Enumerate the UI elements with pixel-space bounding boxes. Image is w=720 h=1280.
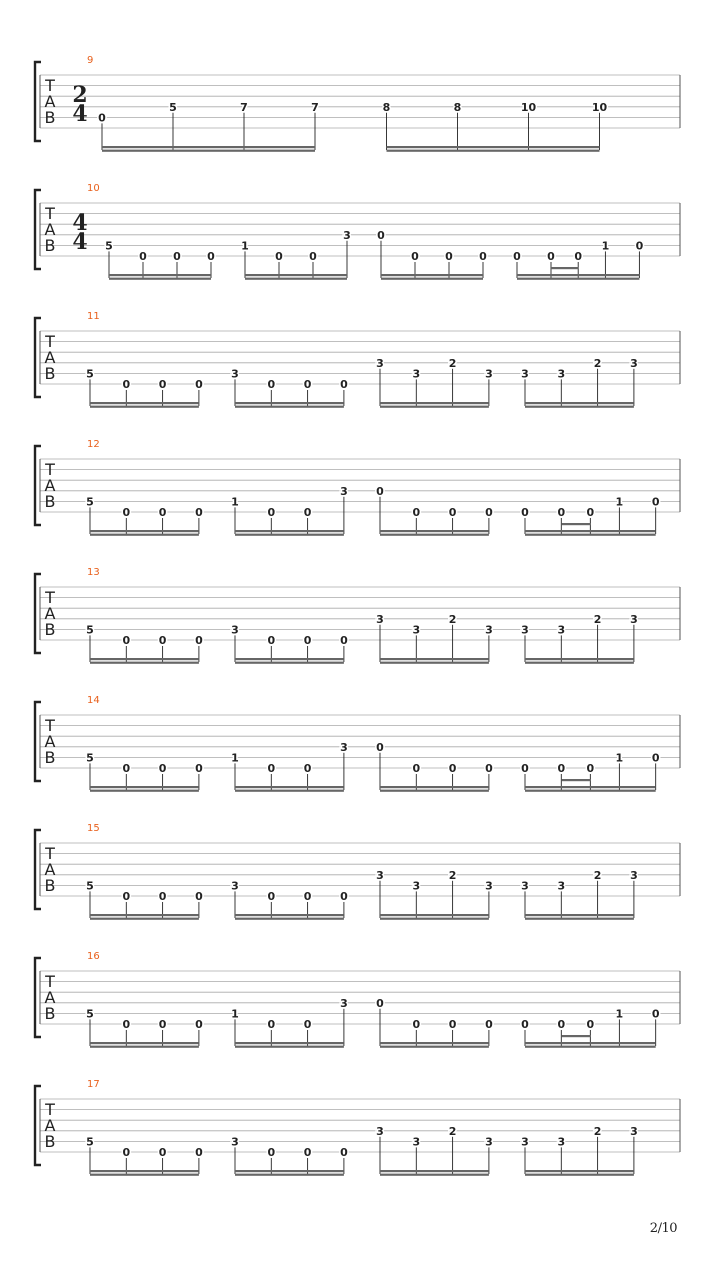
fret-number: 0: [485, 762, 493, 775]
fret-number: 0: [303, 634, 312, 647]
time-signature-top: 4: [72, 210, 88, 236]
beam: [525, 790, 656, 792]
fret-number: 3: [231, 1135, 239, 1149]
fret-number: 5: [86, 879, 94, 893]
fret-number: 3: [485, 879, 493, 893]
fret-number: 0: [275, 250, 283, 263]
beam: [90, 1170, 199, 1172]
fret-number: 5: [169, 100, 177, 114]
fret-number: 0: [586, 762, 595, 775]
fret-number: 0: [547, 250, 555, 263]
time-signature-top: 2: [72, 82, 88, 108]
fret-number: 0: [377, 228, 385, 242]
fret-number: 5: [105, 239, 113, 253]
fret-number: 3: [557, 1135, 566, 1149]
fret-number: 0: [158, 506, 167, 519]
measure-number: 12: [87, 439, 100, 450]
beam: [380, 1042, 489, 1044]
fret-number: 10: [591, 100, 608, 114]
tab-clef-letter: A: [44, 348, 56, 367]
beam: [525, 406, 634, 408]
beam: [380, 786, 489, 788]
tab-system: [35, 311, 680, 408]
fret-number: 0: [376, 484, 384, 498]
fret-number: 2: [593, 612, 602, 626]
fret-number: 0: [651, 1007, 660, 1021]
beam: [90, 658, 199, 660]
tab-system: [35, 823, 680, 920]
fret-number: 2: [593, 356, 602, 370]
beam: [517, 274, 639, 276]
beam: [525, 1174, 634, 1176]
beam: [380, 790, 489, 792]
beam: [525, 662, 634, 664]
fret-number: 0: [303, 890, 312, 903]
fret-number: 2: [448, 868, 457, 882]
beam: [380, 406, 489, 408]
fret-number: 3: [231, 367, 239, 381]
fret-number: 3: [485, 1135, 493, 1149]
fret-number: 3: [376, 356, 384, 370]
fret-number: 3: [557, 879, 566, 893]
beam: [235, 662, 344, 664]
beam: [235, 786, 344, 788]
beam: [381, 274, 483, 276]
fret-number: 3: [340, 996, 348, 1010]
fret-number: 0: [195, 634, 203, 647]
fret-number: 0: [158, 762, 167, 775]
tab-clef-letter: A: [44, 860, 56, 879]
tab-system: [35, 567, 680, 664]
fret-number: 7: [311, 100, 319, 114]
tab-clef-letter: A: [44, 1116, 56, 1135]
beam: [90, 530, 199, 532]
fret-number: 2: [593, 868, 602, 882]
fret-number: 0: [479, 250, 487, 263]
beam: [90, 1046, 199, 1048]
fret-number: 2: [448, 356, 457, 370]
fret-number: 2: [448, 1124, 457, 1138]
tab-system: [35, 951, 680, 1048]
beam: [525, 402, 634, 404]
fret-number: 3: [521, 1135, 529, 1149]
fret-number: 0: [485, 1018, 493, 1031]
tab-clef-letter: A: [44, 476, 56, 495]
tab-system: [35, 439, 680, 536]
beam: [380, 918, 489, 920]
measure-number: 10: [87, 183, 100, 194]
beam: [102, 150, 315, 152]
beam: [109, 278, 211, 280]
tab-clef-letter: A: [44, 988, 56, 1007]
beam: [525, 534, 656, 536]
beam: [235, 534, 344, 536]
fret-number: 0: [448, 762, 457, 775]
fret-number: 3: [412, 1135, 421, 1149]
fret-number: 0: [267, 1146, 276, 1159]
fret-number: 0: [651, 751, 660, 765]
beam: [380, 658, 489, 660]
fret-number: 3: [340, 484, 348, 498]
beam: [380, 1174, 489, 1176]
measure-number: 15: [87, 823, 100, 834]
beam: [381, 278, 483, 280]
beam: [90, 402, 199, 404]
fret-number: 0: [448, 506, 457, 519]
fret-number: 0: [195, 762, 203, 775]
beam: [387, 146, 600, 148]
fret-number: 0: [340, 1146, 348, 1159]
beam: [109, 274, 211, 276]
beam: [380, 534, 489, 536]
tab-clef-letter: B: [44, 492, 56, 511]
beam: [525, 1046, 656, 1048]
fret-number: 0: [267, 378, 276, 391]
fret-number: 0: [267, 762, 276, 775]
beam: [525, 530, 656, 532]
sixteenth-beam: [561, 523, 590, 525]
beam: [90, 790, 199, 792]
fret-number: 7: [240, 100, 248, 114]
fret-number: 0: [267, 890, 276, 903]
fret-number: 0: [122, 1018, 131, 1031]
fret-number: 1: [615, 1007, 624, 1021]
beam: [380, 530, 489, 532]
fret-number: 0: [267, 634, 276, 647]
beam: [102, 146, 315, 148]
fret-number: 8: [382, 100, 391, 114]
fret-number: 1: [231, 1007, 239, 1021]
beam: [245, 274, 347, 276]
beam: [90, 786, 199, 788]
fret-number: 0: [448, 1018, 457, 1031]
fret-number: 5: [86, 623, 94, 637]
tab-clef-letter: B: [44, 236, 56, 255]
tab-clef-letter: B: [44, 1132, 56, 1151]
fret-number: 5: [86, 751, 94, 765]
fret-number: 0: [557, 1018, 566, 1031]
fret-number: 0: [651, 495, 660, 509]
beam: [380, 402, 489, 404]
fret-number: 0: [195, 378, 203, 391]
fret-number: 1: [615, 751, 624, 765]
tab-clef-letter: T: [45, 588, 55, 607]
fret-number: 0: [635, 239, 644, 253]
fret-number: 0: [98, 111, 106, 125]
beam: [235, 402, 344, 404]
fret-number: 5: [86, 1007, 94, 1021]
tab-clef-letter: T: [45, 76, 55, 95]
beam: [380, 1170, 489, 1172]
measure-number: 11: [87, 311, 100, 322]
fret-number: 0: [195, 506, 203, 519]
beam: [90, 406, 199, 408]
fret-number: 2: [593, 1124, 602, 1138]
measure-number: 14: [87, 695, 100, 706]
measure-number: 16: [87, 951, 100, 962]
fret-number: 3: [412, 879, 421, 893]
tab-clef-letter: T: [45, 204, 55, 223]
sixteenth-beam: [551, 267, 578, 269]
beam: [235, 918, 344, 920]
sixteenth-beam: [561, 779, 590, 781]
fret-number: 3: [376, 868, 384, 882]
measure-number: 13: [87, 567, 100, 578]
fret-number: 3: [412, 623, 421, 637]
fret-number: 0: [303, 1018, 312, 1031]
fret-number: 0: [122, 1146, 131, 1159]
beam: [380, 1046, 489, 1048]
fret-number: 0: [340, 890, 348, 903]
fret-number: 0: [158, 890, 167, 903]
tab-clef-letter: B: [44, 364, 56, 383]
sixteenth-beam: [561, 1035, 590, 1037]
fret-number: 0: [521, 1018, 529, 1031]
fret-number: 0: [586, 506, 595, 519]
fret-number: 3: [412, 367, 421, 381]
beam: [387, 150, 600, 152]
fret-number: 0: [412, 762, 421, 775]
time-signature-bottom: 4: [72, 229, 88, 255]
fret-number: 0: [586, 1018, 595, 1031]
fret-number: 3: [521, 623, 529, 637]
tab-clef-letter: T: [45, 460, 55, 479]
beam: [380, 914, 489, 916]
fret-number: 3: [557, 623, 566, 637]
fret-number: 5: [86, 1135, 94, 1149]
tab-clef-letter: T: [45, 716, 55, 735]
beam: [90, 918, 199, 920]
fret-number: 0: [303, 378, 312, 391]
measure-number: 17: [87, 1079, 100, 1090]
tab-clef-letter: B: [44, 876, 56, 895]
beam: [235, 790, 344, 792]
tab-clef-letter: B: [44, 108, 56, 127]
fret-number: 0: [521, 506, 529, 519]
fret-number: 3: [376, 1124, 384, 1138]
fret-number: 3: [630, 612, 638, 626]
fret-number: 1: [615, 495, 624, 509]
fret-number: 0: [445, 250, 453, 263]
beam: [235, 1174, 344, 1176]
beam: [235, 1046, 344, 1048]
fret-number: 3: [376, 612, 384, 626]
fret-number: 3: [521, 367, 529, 381]
beam: [517, 278, 639, 280]
beam: [525, 786, 656, 788]
fret-number: 0: [303, 506, 312, 519]
tab-clef-letter: A: [44, 604, 56, 623]
fret-number: 5: [86, 495, 94, 509]
fret-number: 0: [122, 634, 131, 647]
fret-number: 0: [411, 250, 419, 263]
fret-number: 0: [340, 378, 348, 391]
fret-number: 0: [122, 890, 131, 903]
beam: [90, 914, 199, 916]
beam: [525, 1170, 634, 1172]
fret-number: 1: [601, 239, 610, 253]
fret-number: 3: [630, 1124, 638, 1138]
fret-number: 0: [158, 1146, 167, 1159]
fret-number: 0: [412, 506, 421, 519]
fret-number: 0: [412, 1018, 421, 1031]
fret-number: 3: [485, 367, 493, 381]
beam: [235, 406, 344, 408]
fret-number: 3: [521, 879, 529, 893]
tab-clef-letter: A: [44, 220, 56, 239]
tab-system: [35, 695, 680, 792]
tab-clef-letter: T: [45, 332, 55, 351]
beam: [235, 1042, 344, 1044]
beam: [90, 1042, 199, 1044]
fret-number: 10: [520, 100, 537, 114]
beam: [525, 658, 634, 660]
fret-number: 0: [267, 506, 276, 519]
fret-number: 0: [122, 762, 131, 775]
tab-system: [35, 55, 680, 152]
fret-number: 0: [158, 378, 167, 391]
tab-clef-letter: A: [44, 732, 56, 751]
fret-number: 0: [303, 1146, 312, 1159]
page-number: 2/10: [649, 1221, 677, 1236]
fret-number: 3: [557, 367, 566, 381]
time-signature-bottom: 4: [72, 101, 88, 127]
fret-number: 0: [195, 890, 203, 903]
fret-number: 5: [86, 367, 94, 381]
beam: [235, 658, 344, 660]
fret-number: 0: [376, 740, 384, 754]
fret-number: 2: [448, 612, 457, 626]
fret-number: 0: [267, 1018, 276, 1031]
tab-clef-letter: T: [45, 844, 55, 863]
beam: [525, 918, 634, 920]
fret-number: 0: [207, 250, 215, 263]
fret-number: 0: [485, 506, 493, 519]
fret-number: 0: [158, 634, 167, 647]
fret-number: 3: [630, 868, 638, 882]
fret-number: 0: [173, 250, 181, 263]
beam: [90, 534, 199, 536]
tab-clef-letter: B: [44, 1004, 56, 1023]
fret-number: 0: [158, 1018, 167, 1031]
beam: [380, 662, 489, 664]
fret-number: 0: [376, 996, 384, 1010]
fret-number: 3: [231, 623, 239, 637]
tab-system: [35, 183, 680, 280]
beam: [235, 914, 344, 916]
fret-number: 1: [231, 495, 239, 509]
fret-number: 0: [557, 506, 566, 519]
beam: [525, 1042, 656, 1044]
fret-number: 1: [231, 751, 239, 765]
measure-number: 9: [87, 55, 94, 66]
fret-number: 0: [521, 762, 529, 775]
beam: [525, 914, 634, 916]
beam: [90, 1174, 199, 1176]
fret-number: 0: [340, 634, 348, 647]
tab-clef-letter: A: [44, 92, 56, 111]
fret-number: 3: [343, 228, 351, 242]
fret-number: 0: [195, 1018, 203, 1031]
tab-clef-letter: T: [45, 1100, 55, 1119]
beam: [90, 662, 199, 664]
fret-number: 1: [241, 239, 249, 253]
fret-number: 3: [340, 740, 348, 754]
tab-clef-letter: B: [44, 620, 56, 639]
beam: [235, 530, 344, 532]
fret-number: 0: [122, 378, 131, 391]
tab-clef-letter: T: [45, 972, 55, 991]
fret-number: 3: [485, 623, 493, 637]
fret-number: 8: [453, 100, 462, 114]
fret-number: 0: [195, 1146, 203, 1159]
tab-clef-letter: B: [44, 748, 56, 767]
fret-number: 0: [303, 762, 312, 775]
tab-system: [35, 1079, 680, 1176]
fret-number: 0: [557, 762, 566, 775]
fret-number: 0: [139, 250, 147, 263]
fret-number: 0: [122, 506, 131, 519]
fret-number: 3: [231, 879, 239, 893]
fret-number: 0: [513, 250, 521, 263]
fret-number: 3: [630, 356, 638, 370]
beam: [245, 278, 347, 280]
fret-number: 0: [309, 250, 317, 263]
fret-number: 0: [574, 250, 583, 263]
beam: [235, 1170, 344, 1172]
